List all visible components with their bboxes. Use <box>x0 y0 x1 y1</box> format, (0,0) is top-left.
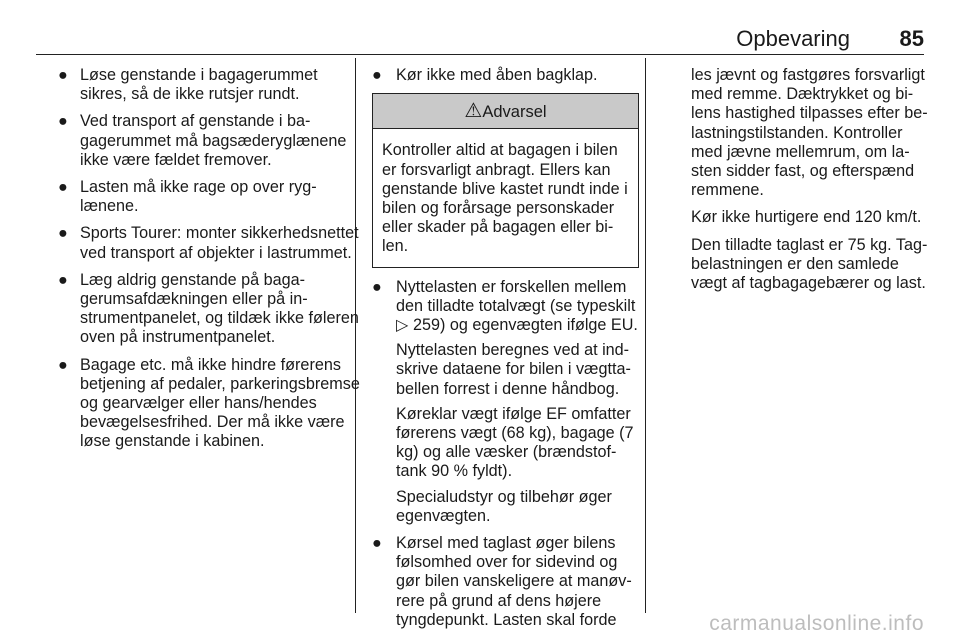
warning-header <box>373 94 638 129</box>
warning-triangle-icon: ⚠ <box>464 100 483 123</box>
list-item: ● Nyttelasten er forskellen mellem den tilladte totalvægt (se typeskilt ▷ 259) og egenvægten ifølge EU. Nyttelasten beregnes ved at indskrive dataene for bilen i vægttabellen forrest i denne håndbog. Køreklar vægt ifølge EF omfatter førerens vægt (68 kg), bagage (7 kg) og alle væsker (brændstoftank 90 % fyldt). Specialudstyr og tilbehør øger egenvægten. <box>372 277 638 525</box>
column-divider <box>645 58 646 613</box>
bullet-list <box>372 278 639 630</box>
paragraph: Den tilladte taglast er 75 kg. Tagbelastningen er den samlede vægt af tagbagagebærer og last. <box>691 235 928 293</box>
bullet-icon: ● <box>58 178 68 197</box>
watermark: carmanualsonline.info <box>709 612 924 635</box>
header-rule <box>36 54 924 55</box>
paragraph: Køreklar vægt ifølge EF omfatter førerens vægt (68 kg), bagage (7 kg) og alle væsker (brændstoftank 90 % fyldt). <box>396 404 634 481</box>
page-reference-arrow-icon[interactable]: ▷ <box>396 316 409 335</box>
list-item: ● Sports Tourer: monter sikkerhedsnettet ved transport af objekter i lastrummet. <box>58 224 359 262</box>
bullet-icon: ● <box>372 534 382 553</box>
list-item: ● Ved transport af genstande i bagagerummet må bagsæderyglænene ikke være fældet fremover. <box>58 112 347 169</box>
list-item: ● Løse genstande i bagagerummet sikres, så de ikke rutsjer rundt. <box>58 66 318 104</box>
page-header <box>36 26 924 52</box>
warning-box <box>372 93 639 267</box>
column-2 <box>372 66 639 638</box>
bullet-list <box>58 66 360 452</box>
bullet-list <box>372 66 639 85</box>
bullet-icon: ● <box>58 270 68 289</box>
bullet-icon: ● <box>372 66 382 84</box>
bullet-icon: ● <box>58 66 68 84</box>
list-item: ● Kør ikke med åben bagklap. <box>372 66 598 84</box>
paragraph: Nyttelasten beregnes ved at indskrive dataene for bilen i vægttabellen forrest i denne håndbog. <box>396 341 631 398</box>
page-title: Opbevaring <box>736 26 850 51</box>
paragraph: les jævnt og fastgøres forsvarligt med remme. Dæktrykket og bilens hastighed tilpasses efter belastningstilstanden. Kontroller med jævne mellemrum, om lasten sidder fast, og efterspænd remmene. <box>691 66 928 200</box>
column-1 <box>58 66 360 460</box>
bullet-icon: ● <box>372 277 382 296</box>
list-item: ● Læg aldrig genstande på bagagerumsafdækningen eller på instrumentpanelet, og tildæk ikke føleren oven på instrumentpanelet. <box>58 270 359 347</box>
warning-title: Advarsel <box>482 103 547 122</box>
page-number: 85 <box>899 26 924 51</box>
paragraph: Specialudstyr og tilbehør øger egenvægten. <box>396 487 612 525</box>
paragraph: Kør ikke hurtigere end 120 km/t. <box>691 208 922 227</box>
column-3 <box>691 66 931 301</box>
list-item: ● Bagage etc. må ikke hindre førerens betjening af pedaler, parkeringsbremse og gearvælger eller hans/hendes bevægelsesfrihed. Der må ikke være løse genstande i kabinen. <box>58 355 360 451</box>
bullet-icon: ● <box>58 112 68 131</box>
bullet-icon: ● <box>58 355 68 374</box>
warning-body: Kontroller altid at bagagen i bilen er forsvarligt anbragt. Ellers kan genstande blive kastet rundt inde i bilen og forårsage personskader eller skader på bagagen eller bilen. <box>382 141 628 256</box>
bullet-icon: ● <box>58 224 68 243</box>
list-item: ● Lasten må ikke rage op over ryglænene. <box>58 178 317 216</box>
list-item: ● Kørsel med taglast øger bilens følsomhed over for sidevind og gør bilen vanskeligere at manøvrere på grund af dens højere tyngdepunkt. Lasten skal forde <box>372 534 632 629</box>
